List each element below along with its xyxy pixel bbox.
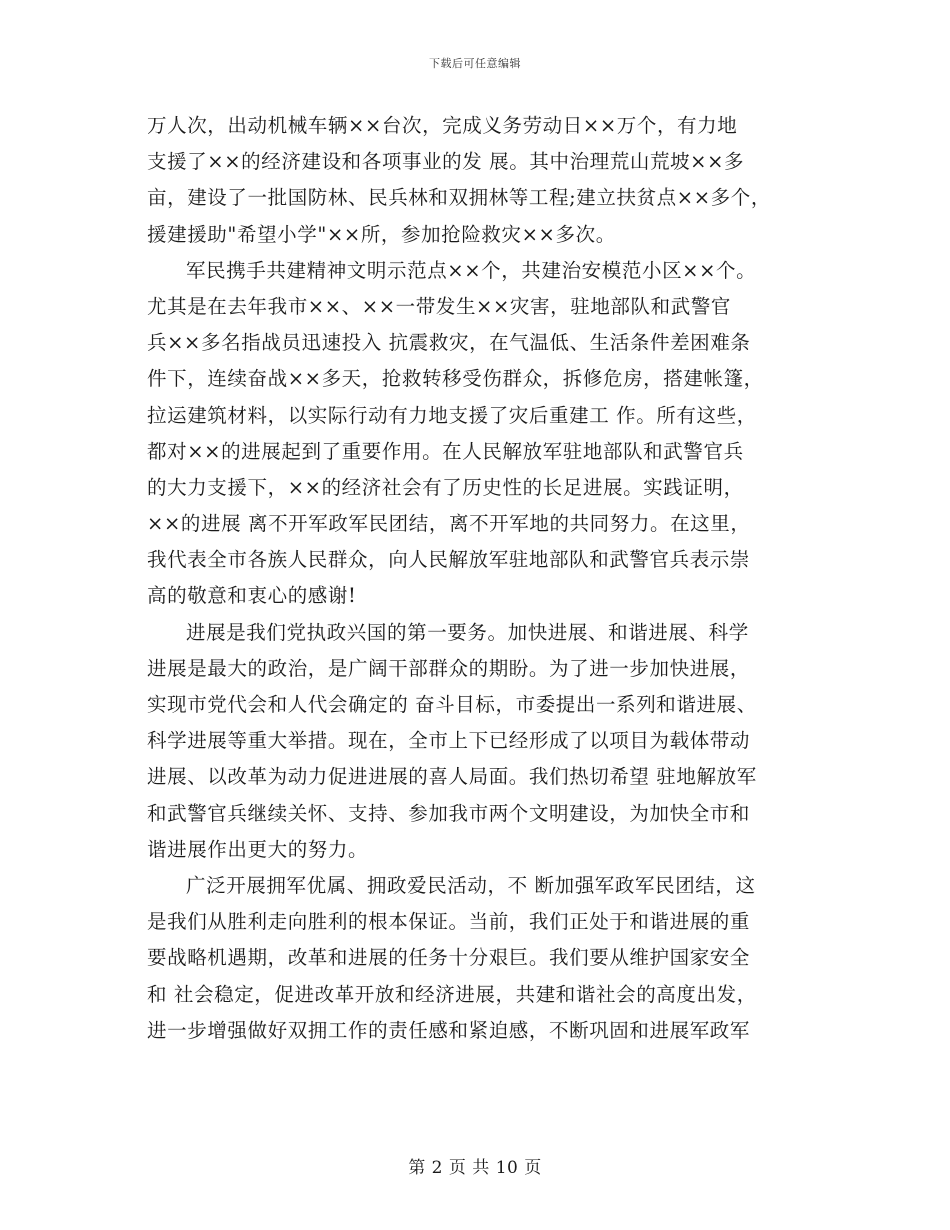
- text-line: 都对××的进展起到了重要作用。在人民解放军驻地部队和武警官兵: [147, 439, 744, 463]
- text-line: 和武警官兵继续关怀、支持、参加我市两个文明建设，为加快全市和: [147, 801, 751, 825]
- page-number: 第 2 页 共 10 页: [408, 1158, 542, 1178]
- text-line: 拉运建筑材料，以实际行动有力地支援了灾后重建工 作。所有这些，: [147, 403, 757, 427]
- text-line: 是我们从胜利走向胜利的根本保证。当前，我们正处于和谐进展的重: [147, 910, 751, 934]
- page-header-note: 下载后可任意编辑: [429, 57, 521, 70]
- text-line: 万人次，出动机械车辆××台次，完成义务劳动日××万个，有力地: [147, 114, 738, 137]
- text-line: 进展是我们党执政兴国的第一要务。加快进展、和谐进展、科学: [186, 620, 749, 644]
- text-line: 和 社会稳定，促进改革开放和经济进展，共建和谐社会的高度出发，: [147, 982, 757, 1006]
- text-line: 尤其是在去年我市××、××一带发生××灾害，驻地部队和武警官: [147, 294, 732, 318]
- text-line: 高的敬意和衷心的感谢!: [147, 584, 357, 608]
- text-line: ××的进展 离不开军政军民团结，离不开军地的共同努力。在这里，: [147, 512, 751, 536]
- text-line: 我代表全市各族人民群众，向人民解放军驻地部队和武警官兵表示崇: [147, 548, 751, 572]
- text-line: 进一步增强做好双拥工作的责任感和紧迫感，不断巩固和进展军政军: [147, 1018, 751, 1042]
- text-line: 亩，建设了一批国防林、民兵林和双拥林等工程;建立扶贫点××多个，: [147, 186, 771, 210]
- text-line: 科学进展等重大举措。现在，全市上下已经形成了以项目为载体带动: [147, 729, 751, 753]
- text-line: 军民携手共建精神文明示范点××个，共建治安模范小区××个。: [186, 258, 757, 282]
- text-line: 的大力支援下，××的经济社会有了历史性的长足进展。实践证明，: [147, 475, 744, 499]
- text-line: 支援了××的经济建设和各项事业的发 展。其中治理荒山荒坡××多: [147, 150, 745, 174]
- text-line: 援建援助"希望小学"××所，参加抢险救灾××多次。: [147, 222, 616, 246]
- text-line: 要战略机遇期，改革和进展的任务十分艰巨。我们要从维护国家安全: [147, 946, 751, 970]
- text-line: 广泛开展拥军优属、拥政爱民活动，不 断加强军政军民团结，这: [186, 873, 756, 897]
- text-line: 进展、以改革为动力促进进展的喜人局面。我们热切希望 驻地解放军: [147, 765, 757, 789]
- text-line: 谐进展作出更大的努力。: [147, 837, 369, 861]
- text-line: 实现市党代会和人代会确定的 奋斗目标，市委提出一系列和谐进展、: [147, 693, 757, 716]
- text-line: 件下，连续奋战××多天，抢救转移受伤群众，拆修危房，搭建帐篷，: [147, 367, 764, 391]
- document-body: [147, 108, 827, 1049]
- text-line: 兵××多名指战员迅速投入 抗震救灾，在气温低、生活条件差困难条: [147, 331, 751, 355]
- text-line: 进展是最大的政治，是广阔干部群众的期盼。为了进一步加快进展，: [147, 656, 751, 680]
